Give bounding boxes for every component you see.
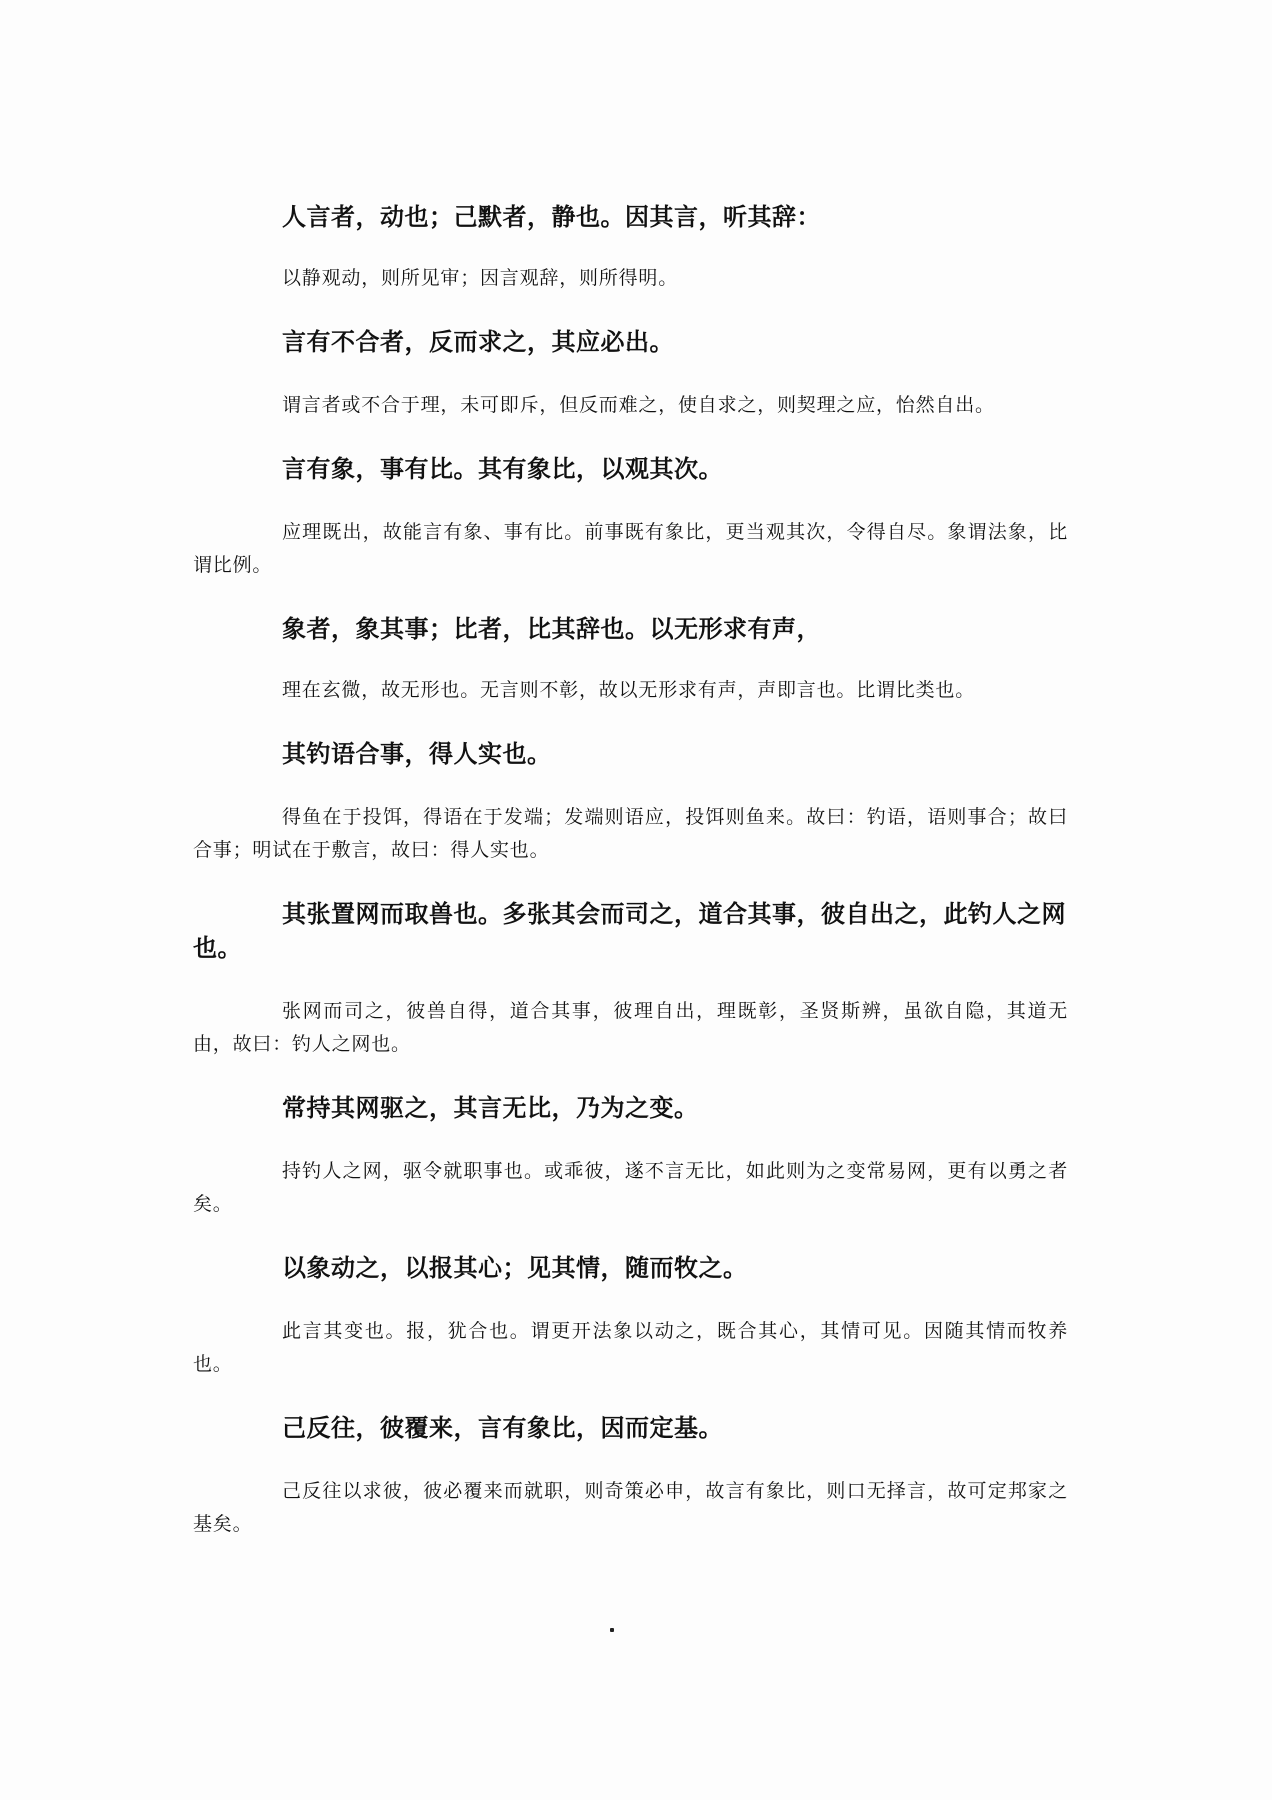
commentary: 己反往以求彼，彼必覆来而就职，则奇策必申，故言有象比，则口无择言，故可定邦家之基矣。 [193, 1480, 1068, 1535]
commentary: 理在玄微，故无形也。无言则不彰，故以无形求有声，声即言也。比谓比类也。 [282, 679, 976, 701]
commentary: 持钓人之网，驱令就职事也。或乖彼，遂不言无比，如此则为之变常易网，更有以勇之者矣。 [193, 1160, 1068, 1215]
classic-passage: 象者，象其事；比者，比其辞也。以无形求有声， [282, 615, 821, 643]
classic-passage: 常持其网驱之，其言无比，乃为之变。 [282, 1094, 699, 1122]
commentary: 应理既出，故能言有象、事有比。前事既有象比，更当观其次，令得自尽。象谓法象，比谓比例。 [193, 521, 1068, 576]
classic-passage: 人言者，动也；己默者，静也。因其言，听其辞： [282, 203, 821, 231]
scan-speck [610, 1628, 614, 1632]
commentary: 得鱼在于投饵，得语在于发端；发端则语应，投饵则鱼来。故曰：钓语，语则事合；故曰合事；明试在于敷言，故曰：得人实也。 [193, 806, 1068, 861]
classic-passage: 己反往，彼覆来，言有象比，因而定基。 [282, 1414, 723, 1442]
commentary: 张网而司之，彼兽自得，道合其事，彼理自出，理既彰，圣贤斯辨，虽欲自隐，其道无由，故曰：钓人之网也。 [193, 1000, 1068, 1055]
text-body [193, 200, 1068, 1541]
commentary: 谓言者或不合于理，未可即斥，但反而难之，使自求之，则契理之应，怡然自出。 [282, 394, 995, 416]
commentary: 此言其变也。报，犹合也。谓更开法象以动之，既合其心，其情可见。因随其情而牧养也。 [193, 1320, 1068, 1375]
classic-passage: 言有不合者，反而求之，其应必出。 [282, 328, 674, 356]
commentary: 以静观动，则所见审；因言观辞，则所得明。 [282, 267, 679, 289]
classic-passage: 言有象，事有比。其有象比，以观其次。 [282, 455, 723, 483]
classic-passage: 其张置网而取兽也。多张其会而司之，道合其事，彼自出之，此钓人之网也。 [193, 900, 1066, 962]
classic-passage: 以象动之，以报其心；见其情，随而牧之。 [282, 1254, 748, 1282]
classic-passage: 其钓语合事，得人实也。 [282, 740, 552, 768]
